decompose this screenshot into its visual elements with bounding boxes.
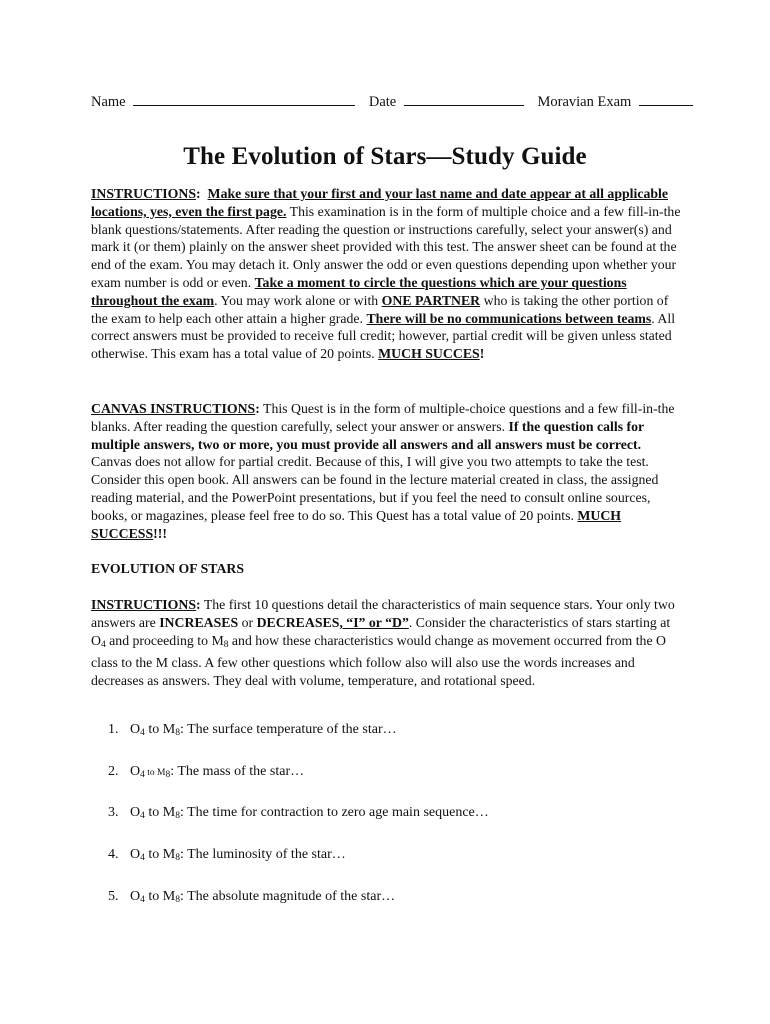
canvas-emphasis-2: MUCH SUCCESS: [91, 507, 622, 541]
instructions2-text-2: or: [238, 614, 257, 630]
instructions-text-1: This examination is in the form of multiple choice and a few fill-in-the blank questions/statements. After reading the question or instructions carefully, select your answer(s) and mark it (or them) plainly on the answer sheet provided with this test. The answer sheet can be found at the end of the exam. You may detach it. Only answer the odd or even questions depending upon whether your exam number is odd or even.: [91, 203, 681, 290]
instructions-emphasis-5: MUCH SUCCES: [378, 346, 480, 362]
instructions-text-3: who is taking the other portion of the exam to help each other attain a higher grade.: [91, 292, 669, 326]
instructions-label: INSTRUCTIONS: [91, 186, 197, 201]
question-number: 4.: [108, 847, 119, 862]
canvas-instructions-paragraph: CANVAS INSTRUCTIONS: This Quest is in the form of multiple-choice questions and a few fill-in-the blanks. After reading the question carefully, select your answer or answers. If the question calls for multiple answers, two or more, you must provide all answers and all answers must be correct. Canvas does not allow for partial credit. Because of this, I will give you two attempts to take the test. Consider this open book. All answers can be found in the lecture material created in class, the assigned reading material, and the PowerPoint presentations, but if you feel the need to consult online sources, books, or magazines, please feel free to do so. This Quest has a total value of 20 points. MUCH SUCCESS!!!: [91, 401, 675, 541]
question-number: 5.: [108, 889, 119, 904]
question-number: 2.: [108, 764, 119, 779]
question-number: 3.: [108, 805, 119, 820]
instructions-text-5: !: [479, 346, 485, 362]
canvas-text-1: This Quest is in the form of multiple-choice questions and a few fill-in-the blanks. After reading the question carefully, select your answer or answers.: [91, 401, 675, 434]
instructions2-emphasis-2: DECREASES: [256, 614, 340, 630]
exam-label: Moravian Exam: [537, 94, 632, 110]
instructions2-text-5: and how these characteristics would change as movement occurred from the O class to the M class. A few other questions which follow also will also use the words increases and decreases as answers. They deal with volume, temperature, and rotational speed.: [91, 632, 666, 689]
name-blank[interactable]: [133, 93, 355, 106]
instructions2-emphasis-3: , “I” or “D”: [339, 614, 409, 630]
question-item: 1. $O_4$ to $M_8$: The surface temperature of the star…: [108, 722, 397, 738]
instructions-emphasis-4: There will be no communications between teams: [366, 310, 652, 326]
question-text: : The surface temperature of the star…: [179, 722, 397, 737]
question-item: 5. $O_4$ to $M_8$: The absolute magnitude of the star…: [108, 889, 396, 905]
instructions2-paragraph: INSTRUCTIONS: The first 10 questions detail the characteristics of main sequence stars. Your only two answers are INCREASES or DECREASES, “I” or “D”. Consider the characteristics of stars starting at $O_4$ and proceeding to $M_8$ and how these characteristics would change as movement occurred from the O class to the M class. A few other questions which follow also will also use the words increases and decreases as answers. They deal with volume, temperature, and rotational speed.: [91, 597, 675, 689]
date-blank[interactable]: [404, 93, 524, 106]
header-line: [91, 93, 681, 111]
instructions2-sub-2: 8: [223, 639, 229, 650]
question-text: : The luminosity of the star…: [179, 847, 346, 862]
instructions-emphasis-3: ONE PARTNER: [381, 292, 481, 308]
instructions2-text-4: and proceeding to M: [105, 632, 224, 648]
instructions2-label: INSTRUCTIONS: [91, 597, 197, 612]
question-text: : The absolute magnitude of the star…: [179, 889, 396, 904]
canvas-label: CANVAS INSTRUCTIONS: [91, 401, 256, 416]
exam-number-blank[interactable]: [639, 93, 693, 106]
date-label: Date: [368, 94, 397, 110]
page-title: The Evolution of Stars—Study Guide: [183, 143, 587, 170]
question-item: 3. $O_4$ to $M_8$: The time for contraction to zero age main sequence…: [108, 805, 489, 821]
instructions2-emphasis-1: INCREASES: [159, 614, 239, 630]
question-text: : The time for contraction to zero age main sequence…: [179, 805, 489, 820]
instructions-paragraph: INSTRUCTIONS: Make sure that your first and your last name and date appear at all applicable locations, yes, even the first page. This examination is in the form of multiple choice and a few fill-in-the blank questions/statements. After reading the question or instructions carefully, select your answer(s) and mark it (or them) plainly on the answer sheet provided with this test. The answer sheet can be found at the end of the exam. You may detach it. Only answer the odd or even questions depending upon whether your exam number is odd or even. Take a moment to circle the questions which are your questions throughout the exam. You may work alone or with ONE PARTNER who is taking the other portion of the exam to help each other attain a higher grade. There will be no communications between teams. All correct answers must be provided to receive full credit; however, partial credit will be given unless stated otherwise. This exam has a total value of 20 points. MUCH SUCCES!: [91, 186, 681, 362]
instructions-text-2: . You may work alone or with: [214, 292, 382, 308]
instructions2-sub-1: 4: [100, 639, 106, 650]
question-item: 2. $O_4$ to $M_8$: The mass of the star…: [108, 764, 305, 780]
canvas-text-3: !!!: [153, 525, 167, 541]
instructions-emphasis-2: Take a moment to circle the questions which are your questions throughout the exam: [91, 274, 627, 308]
instructions2-text-1: The first 10 questions detail the characteristics of main sequence stars. Your only two answers are: [91, 597, 675, 630]
question-text: : The mass of the star…: [170, 764, 305, 779]
canvas-text-2: Canvas does not allow for partial credit. Because of this, I will give you two attempts to take the test. Consider this open book. All answers can be found in the lecture material created in class, the assigned reading material, and the PowerPoint presentations, but if you feel the need to consult online sources, books, or magazines, please feel free to do so. This Quest has a total value of 20 points.: [91, 454, 659, 523]
name-label: Name: [91, 94, 126, 110]
question-item: 4. $O_4$ to $M_8$: The luminosity of the star…: [108, 847, 346, 863]
canvas-emphasis-1: If the question calls for multiple answers, two or more, you must provide all answers and all answers must be correct.: [91, 418, 644, 452]
instructions-text-4: . All correct answers must be provided to receive full credit; however, partial credit will be given unless stated otherwise. This exam has a total value of 20 points.: [91, 310, 676, 362]
section-heading: EVOLUTION OF STARS: [91, 561, 245, 576]
question-number: 1.: [108, 722, 119, 737]
instructions-emphasis-1: Make sure that your first and your last name and date appear at all applicable locations, yes, even the first page.: [91, 186, 668, 219]
instructions2-text-3: . Consider the characteristics of stars starting at O: [91, 614, 671, 648]
